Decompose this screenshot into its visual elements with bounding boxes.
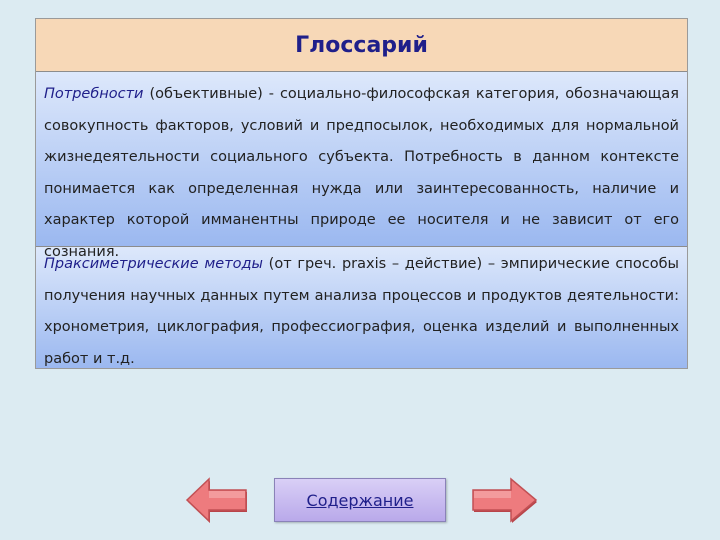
next-slide-button[interactable] <box>471 476 539 524</box>
entry-term: Потребности <box>44 86 144 102</box>
right-arrow-icon <box>473 479 537 523</box>
glossary-entry-needs <box>36 72 687 246</box>
entry-definition: (от греч. praxis – действие) – эмпирические способы получения научных данных путем анализа процессов и продуктов деятельности: хронометрия, циклография, профессиография, оценка изделий и выполненных работ и т.д. <box>44 256 679 367</box>
entry-definition: (объективные) - социально-философская категория, обозначающая совокупность факторов, условий и предпосылок, необходимых для нормальной жизнедеятельности социального субъекта. Потребность в данном контексте понимается как определенная нужда или заинтересованность, наличие и характер которой имманентны природе ее носителя и не зависит от его <box>44 86 679 228</box>
glossary-table <box>35 18 688 369</box>
glossary-entry-praximetric <box>36 246 687 368</box>
prev-slide-button[interactable] <box>185 476 249 524</box>
glossary-title: Глоссарий <box>36 19 687 72</box>
left-arrow-icon <box>187 479 247 523</box>
contents-button[interactable]: Содержание <box>274 478 446 522</box>
entry-term: Праксиметрические методы <box>44 256 263 272</box>
